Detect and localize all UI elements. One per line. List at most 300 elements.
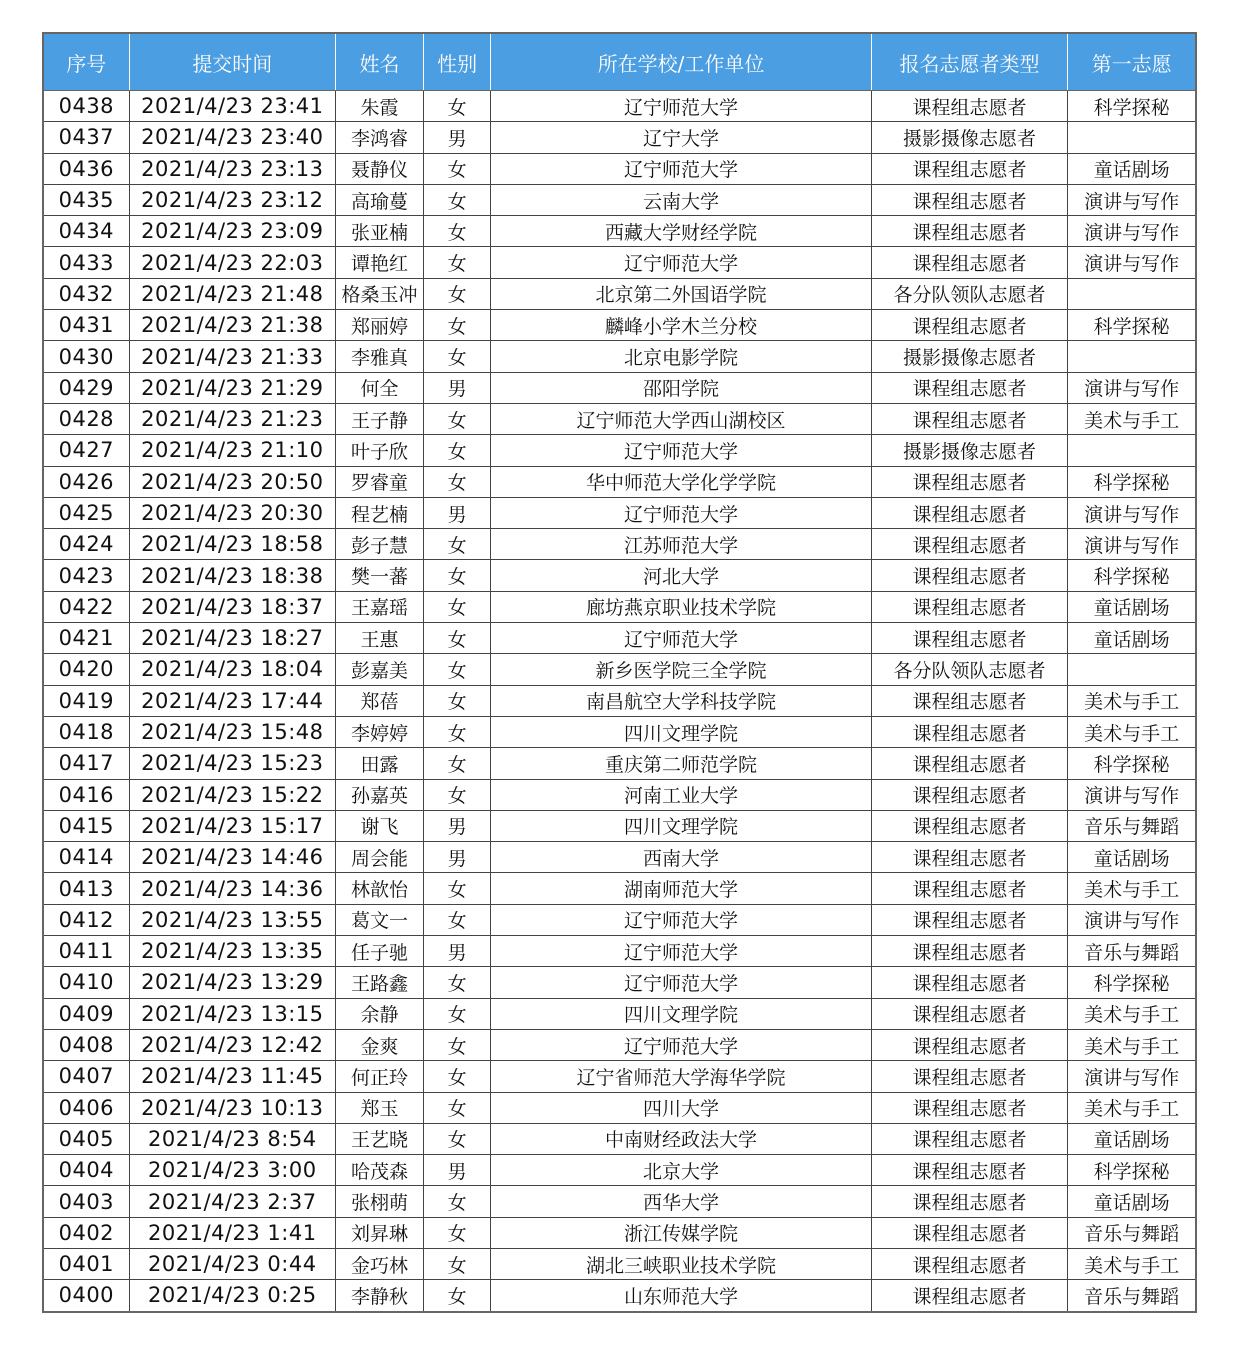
cell-choice: 科学探秘 (1068, 748, 1196, 779)
cell-gender: 女 (424, 1248, 491, 1279)
column-header-seq: 序号 (43, 33, 129, 91)
cell-gender: 女 (424, 748, 491, 779)
cell-time: 2021/4/23 15:17 (129, 810, 335, 841)
cell-name: 郑丽婷 (335, 310, 423, 341)
cell-type: 课程组志愿者 (871, 1186, 1067, 1217)
cell-seq: 0416 (43, 779, 129, 810)
cell-name: 李婷婷 (335, 716, 423, 747)
cell-school: 云南大学 (491, 184, 872, 215)
cell-seq: 0428 (43, 403, 129, 434)
cell-choice: 美术与手工 (1068, 1029, 1196, 1060)
cell-name: 余静 (335, 998, 423, 1029)
cell-school: 中南财经政法大学 (491, 1123, 872, 1154)
cell-seq: 0420 (43, 654, 129, 685)
cell-time: 2021/4/23 15:22 (129, 779, 335, 810)
cell-name: 谢飞 (335, 810, 423, 841)
cell-gender: 女 (424, 716, 491, 747)
table-row (43, 247, 1196, 278)
cell-time: 2021/4/23 18:27 (129, 623, 335, 654)
cell-type: 课程组志愿者 (871, 91, 1067, 122)
cell-school: 江苏师范大学 (491, 529, 872, 560)
cell-seq: 0402 (43, 1217, 129, 1248)
cell-time: 2021/4/23 3:00 (129, 1155, 335, 1186)
cell-gender: 男 (424, 497, 491, 528)
cell-school: 华中师范大学化学学院 (491, 466, 872, 497)
cell-time: 2021/4/23 18:37 (129, 591, 335, 622)
cell-seq: 0414 (43, 842, 129, 873)
cell-choice: 演讲与写作 (1068, 372, 1196, 403)
column-header-gender: 性别 (424, 33, 491, 91)
cell-gender: 女 (424, 1186, 491, 1217)
cell-school: 辽宁师范大学 (491, 936, 872, 967)
cell-type: 课程组志愿者 (871, 936, 1067, 967)
cell-gender: 男 (424, 810, 491, 841)
table-body (43, 91, 1196, 1312)
cell-gender: 女 (424, 685, 491, 716)
cell-school: 湖北三峡职业技术学院 (491, 1248, 872, 1279)
cell-school: 北京电影学院 (491, 341, 872, 372)
cell-time: 2021/4/23 1:41 (129, 1217, 335, 1248)
table-row (43, 403, 1196, 434)
cell-type: 课程组志愿者 (871, 591, 1067, 622)
cell-choice: 童话剧场 (1068, 842, 1196, 873)
cell-gender: 女 (424, 435, 491, 466)
cell-school: 辽宁大学 (491, 122, 872, 153)
cell-school: 辽宁师范大学西山湖校区 (491, 403, 872, 434)
cell-seq: 0423 (43, 560, 129, 591)
cell-time: 2021/4/23 20:50 (129, 466, 335, 497)
cell-choice: 音乐与舞蹈 (1068, 936, 1196, 967)
cell-gender: 女 (424, 967, 491, 998)
table-row (43, 122, 1196, 153)
table-row (43, 591, 1196, 622)
cell-time: 2021/4/23 13:29 (129, 967, 335, 998)
table-row (43, 1155, 1196, 1186)
cell-choice: 音乐与舞蹈 (1068, 1217, 1196, 1248)
cell-name: 樊一蕃 (335, 560, 423, 591)
cell-gender: 女 (424, 1029, 491, 1060)
column-header-choice: 第一志愿 (1068, 33, 1196, 91)
cell-choice: 演讲与写作 (1068, 184, 1196, 215)
cell-school: 河南工业大学 (491, 779, 872, 810)
column-header-type: 报名志愿者类型 (871, 33, 1067, 91)
cell-type: 摄影摄像志愿者 (871, 341, 1067, 372)
cell-choice: 演讲与写作 (1068, 1061, 1196, 1092)
table-row (43, 998, 1196, 1029)
cell-gender: 女 (424, 310, 491, 341)
cell-time: 2021/4/23 21:38 (129, 310, 335, 341)
cell-time: 2021/4/23 18:58 (129, 529, 335, 560)
cell-choice: 科学探秘 (1068, 560, 1196, 591)
cell-seq: 0427 (43, 435, 129, 466)
cell-name: 哈茂森 (335, 1155, 423, 1186)
table-row (43, 936, 1196, 967)
cell-seq: 0400 (43, 1280, 129, 1312)
cell-time: 2021/4/23 23:12 (129, 184, 335, 215)
cell-gender: 女 (424, 623, 491, 654)
table-row (43, 1092, 1196, 1123)
cell-school: 西南大学 (491, 842, 872, 873)
cell-time: 2021/4/23 12:42 (129, 1029, 335, 1060)
cell-gender: 女 (424, 560, 491, 591)
cell-type: 课程组志愿者 (871, 184, 1067, 215)
cell-seq: 0405 (43, 1123, 129, 1154)
cell-time: 2021/4/23 23:40 (129, 122, 335, 153)
cell-time: 2021/4/23 21:23 (129, 403, 335, 434)
cell-school: 辽宁师范大学 (491, 91, 872, 122)
cell-time: 2021/4/23 13:15 (129, 998, 335, 1029)
cell-name: 田露 (335, 748, 423, 779)
cell-school: 河北大学 (491, 560, 872, 591)
cell-gender: 女 (424, 216, 491, 247)
cell-name: 罗睿童 (335, 466, 423, 497)
cell-time: 2021/4/23 8:54 (129, 1123, 335, 1154)
cell-name: 彭子慧 (335, 529, 423, 560)
cell-name: 张栩萌 (335, 1186, 423, 1217)
cell-name: 金爽 (335, 1029, 423, 1060)
table-row (43, 1248, 1196, 1279)
cell-choice: 音乐与舞蹈 (1068, 1280, 1196, 1312)
cell-name: 朱霞 (335, 91, 423, 122)
cell-type: 课程组志愿者 (871, 1092, 1067, 1123)
cell-choice: 演讲与写作 (1068, 247, 1196, 278)
cell-choice: 音乐与舞蹈 (1068, 810, 1196, 841)
cell-choice: 演讲与写作 (1068, 497, 1196, 528)
cell-name: 郑玉 (335, 1092, 423, 1123)
table-row (43, 1186, 1196, 1217)
cell-name: 刘昇琳 (335, 1217, 423, 1248)
cell-seq: 0412 (43, 904, 129, 935)
header-row (43, 33, 1196, 91)
cell-name: 周会能 (335, 842, 423, 873)
cell-choice: 科学探秘 (1068, 310, 1196, 341)
cell-time: 2021/4/23 13:35 (129, 936, 335, 967)
table-row (43, 341, 1196, 372)
cell-gender: 女 (424, 1217, 491, 1248)
cell-gender: 女 (424, 1280, 491, 1312)
cell-seq: 0426 (43, 466, 129, 497)
cell-name: 王艺晓 (335, 1123, 423, 1154)
cell-gender: 女 (424, 1092, 491, 1123)
cell-school: 北京大学 (491, 1155, 872, 1186)
table-row (43, 310, 1196, 341)
table-row (43, 842, 1196, 873)
cell-choice (1068, 122, 1196, 153)
cell-gender: 女 (424, 591, 491, 622)
cell-type: 课程组志愿者 (871, 1155, 1067, 1186)
cell-time: 2021/4/23 14:46 (129, 842, 335, 873)
cell-school: 湖南师范大学 (491, 873, 872, 904)
cell-name: 李鸿睿 (335, 122, 423, 153)
table-row (43, 1280, 1196, 1312)
cell-type: 课程组志愿者 (871, 779, 1067, 810)
cell-name: 王子静 (335, 403, 423, 434)
cell-time: 2021/4/23 11:45 (129, 1061, 335, 1092)
table-row (43, 685, 1196, 716)
column-header-time: 提交时间 (129, 33, 335, 91)
cell-seq: 0436 (43, 153, 129, 184)
cell-seq: 0433 (43, 247, 129, 278)
cell-choice: 科学探秘 (1068, 1155, 1196, 1186)
cell-school: 邵阳学院 (491, 372, 872, 403)
cell-gender: 女 (424, 247, 491, 278)
cell-choice: 美术与手工 (1068, 1092, 1196, 1123)
table-row (43, 873, 1196, 904)
cell-seq: 0434 (43, 216, 129, 247)
cell-choice: 演讲与写作 (1068, 779, 1196, 810)
table-row (43, 623, 1196, 654)
cell-seq: 0409 (43, 998, 129, 1029)
cell-type: 课程组志愿者 (871, 748, 1067, 779)
cell-seq: 0413 (43, 873, 129, 904)
table-row (43, 91, 1196, 122)
cell-school: 四川文理学院 (491, 998, 872, 1029)
cell-gender: 男 (424, 936, 491, 967)
cell-school: 重庆第二师范学院 (491, 748, 872, 779)
cell-choice: 科学探秘 (1068, 967, 1196, 998)
cell-choice: 童话剧场 (1068, 153, 1196, 184)
cell-type: 课程组志愿者 (871, 153, 1067, 184)
cell-type: 各分队领队志愿者 (871, 654, 1067, 685)
cell-name: 金巧林 (335, 1248, 423, 1279)
cell-choice (1068, 654, 1196, 685)
cell-type: 课程组志愿者 (871, 1061, 1067, 1092)
cell-seq: 0432 (43, 278, 129, 309)
cell-choice (1068, 341, 1196, 372)
cell-time: 2021/4/23 14:36 (129, 873, 335, 904)
cell-type: 课程组志愿者 (871, 1217, 1067, 1248)
cell-time: 2021/4/23 20:30 (129, 497, 335, 528)
table-row (43, 153, 1196, 184)
table-row (43, 810, 1196, 841)
table-row (43, 1123, 1196, 1154)
table-row (43, 716, 1196, 747)
cell-gender: 女 (424, 466, 491, 497)
cell-seq: 0421 (43, 623, 129, 654)
cell-seq: 0404 (43, 1155, 129, 1186)
cell-school: 山东师范大学 (491, 1280, 872, 1312)
cell-type: 课程组志愿者 (871, 810, 1067, 841)
cell-choice: 美术与手工 (1068, 998, 1196, 1029)
cell-gender: 女 (424, 278, 491, 309)
cell-choice: 童话剧场 (1068, 591, 1196, 622)
cell-school: 辽宁师范大学 (491, 1029, 872, 1060)
cell-type: 课程组志愿者 (871, 967, 1067, 998)
table-row (43, 435, 1196, 466)
cell-name: 程艺楠 (335, 497, 423, 528)
cell-name: 孙嘉英 (335, 779, 423, 810)
cell-seq: 0438 (43, 91, 129, 122)
volunteer-table (42, 32, 1197, 1313)
cell-name: 聂静仪 (335, 153, 423, 184)
cell-time: 2021/4/23 2:37 (129, 1186, 335, 1217)
cell-name: 任子驰 (335, 936, 423, 967)
cell-time: 2021/4/23 23:13 (129, 153, 335, 184)
cell-gender: 女 (424, 904, 491, 935)
cell-choice (1068, 278, 1196, 309)
cell-time: 2021/4/23 17:44 (129, 685, 335, 716)
cell-name: 叶子欣 (335, 435, 423, 466)
cell-type: 各分队领队志愿者 (871, 278, 1067, 309)
cell-school: 西华大学 (491, 1186, 872, 1217)
cell-type: 课程组志愿者 (871, 716, 1067, 747)
table-row (43, 529, 1196, 560)
cell-type: 课程组志愿者 (871, 529, 1067, 560)
table-row (43, 278, 1196, 309)
cell-gender: 女 (424, 341, 491, 372)
cell-gender: 男 (424, 842, 491, 873)
cell-seq: 0410 (43, 967, 129, 998)
table-row (43, 184, 1196, 215)
cell-gender: 男 (424, 122, 491, 153)
cell-school: 四川文理学院 (491, 716, 872, 747)
cell-name: 王惠 (335, 623, 423, 654)
cell-school: 辽宁省师范大学海华学院 (491, 1061, 872, 1092)
cell-seq: 0431 (43, 310, 129, 341)
cell-gender: 女 (424, 529, 491, 560)
cell-school: 辽宁师范大学 (491, 497, 872, 528)
cell-name: 李静秋 (335, 1280, 423, 1312)
table-row (43, 372, 1196, 403)
cell-type: 课程组志愿者 (871, 685, 1067, 716)
table-row (43, 1029, 1196, 1060)
cell-name: 王嘉瑶 (335, 591, 423, 622)
cell-gender: 女 (424, 998, 491, 1029)
cell-gender: 女 (424, 153, 491, 184)
cell-school: 浙江传媒学院 (491, 1217, 872, 1248)
cell-choice: 美术与手工 (1068, 873, 1196, 904)
table-row (43, 216, 1196, 247)
cell-school: 新乡医学院三全学院 (491, 654, 872, 685)
cell-seq: 0408 (43, 1029, 129, 1060)
cell-name: 彭嘉美 (335, 654, 423, 685)
cell-school: 西藏大学财经学院 (491, 216, 872, 247)
cell-type: 课程组志愿者 (871, 842, 1067, 873)
cell-seq: 0418 (43, 716, 129, 747)
cell-time: 2021/4/23 22:03 (129, 247, 335, 278)
cell-choice (1068, 435, 1196, 466)
cell-school: 辽宁师范大学 (491, 967, 872, 998)
cell-time: 2021/4/23 10:13 (129, 1092, 335, 1123)
cell-type: 摄影摄像志愿者 (871, 122, 1067, 153)
cell-type: 课程组志愿者 (871, 1248, 1067, 1279)
table-row (43, 560, 1196, 591)
cell-choice: 美术与手工 (1068, 716, 1196, 747)
cell-type: 课程组志愿者 (871, 403, 1067, 434)
cell-seq: 0425 (43, 497, 129, 528)
cell-gender: 女 (424, 779, 491, 810)
table-row (43, 904, 1196, 935)
cell-name: 王路鑫 (335, 967, 423, 998)
cell-type: 摄影摄像志愿者 (871, 435, 1067, 466)
column-header-school: 所在学校/工作单位 (491, 33, 872, 91)
cell-seq: 0429 (43, 372, 129, 403)
cell-name: 格桑玉冲 (335, 278, 423, 309)
cell-school: 廊坊燕京职业技术学院 (491, 591, 872, 622)
cell-type: 课程组志愿者 (871, 310, 1067, 341)
table-row (43, 967, 1196, 998)
cell-choice: 童话剧场 (1068, 1186, 1196, 1217)
cell-choice: 美术与手工 (1068, 403, 1196, 434)
cell-school: 辽宁师范大学 (491, 904, 872, 935)
cell-name: 郑蓓 (335, 685, 423, 716)
cell-name: 何全 (335, 372, 423, 403)
cell-choice: 美术与手工 (1068, 1248, 1196, 1279)
cell-seq: 0417 (43, 748, 129, 779)
cell-school: 麟峰小学木兰分校 (491, 310, 872, 341)
cell-time: 2021/4/23 0:44 (129, 1248, 335, 1279)
cell-choice: 演讲与写作 (1068, 216, 1196, 247)
cell-time: 2021/4/23 21:29 (129, 372, 335, 403)
cell-time: 2021/4/23 15:23 (129, 748, 335, 779)
cell-name: 李雅真 (335, 341, 423, 372)
cell-time: 2021/4/23 18:38 (129, 560, 335, 591)
cell-seq: 0419 (43, 685, 129, 716)
cell-choice: 美术与手工 (1068, 685, 1196, 716)
cell-name: 谭艳红 (335, 247, 423, 278)
cell-choice: 科学探秘 (1068, 91, 1196, 122)
table-row (43, 497, 1196, 528)
cell-name: 高瑜蔓 (335, 184, 423, 215)
cell-choice: 演讲与写作 (1068, 904, 1196, 935)
cell-gender: 女 (424, 91, 491, 122)
cell-choice: 科学探秘 (1068, 466, 1196, 497)
cell-school: 辽宁师范大学 (491, 153, 872, 184)
cell-type: 课程组志愿者 (871, 1280, 1067, 1312)
cell-gender: 女 (424, 654, 491, 685)
cell-school: 南昌航空大学科技学院 (491, 685, 872, 716)
cell-school: 四川文理学院 (491, 810, 872, 841)
cell-type: 课程组志愿者 (871, 904, 1067, 935)
cell-time: 2021/4/23 23:09 (129, 216, 335, 247)
cell-type: 课程组志愿者 (871, 873, 1067, 904)
table-row (43, 1061, 1196, 1092)
cell-type: 课程组志愿者 (871, 466, 1067, 497)
cell-seq: 0415 (43, 810, 129, 841)
cell-choice: 童话剧场 (1068, 623, 1196, 654)
cell-school: 北京第二外国语学院 (491, 278, 872, 309)
cell-type: 课程组志愿者 (871, 372, 1067, 403)
cell-name: 林歆怡 (335, 873, 423, 904)
cell-time: 2021/4/23 21:48 (129, 278, 335, 309)
cell-seq: 0437 (43, 122, 129, 153)
table-row (43, 779, 1196, 810)
cell-type: 课程组志愿者 (871, 1029, 1067, 1060)
cell-seq: 0411 (43, 936, 129, 967)
cell-gender: 女 (424, 184, 491, 215)
cell-seq: 0407 (43, 1061, 129, 1092)
cell-time: 2021/4/23 23:41 (129, 91, 335, 122)
cell-seq: 0401 (43, 1248, 129, 1279)
cell-type: 课程组志愿者 (871, 623, 1067, 654)
cell-choice: 童话剧场 (1068, 1123, 1196, 1154)
table-row (43, 654, 1196, 685)
cell-seq: 0430 (43, 341, 129, 372)
cell-time: 2021/4/23 15:48 (129, 716, 335, 747)
cell-type: 课程组志愿者 (871, 247, 1067, 278)
cell-seq: 0435 (43, 184, 129, 215)
cell-gender: 女 (424, 873, 491, 904)
cell-gender: 女 (424, 1123, 491, 1154)
cell-type: 课程组志愿者 (871, 497, 1067, 528)
cell-seq: 0403 (43, 1186, 129, 1217)
cell-school: 辽宁师范大学 (491, 247, 872, 278)
cell-school: 辽宁师范大学 (491, 623, 872, 654)
cell-gender: 女 (424, 1061, 491, 1092)
cell-type: 课程组志愿者 (871, 216, 1067, 247)
cell-gender: 男 (424, 372, 491, 403)
table-header (43, 33, 1196, 91)
